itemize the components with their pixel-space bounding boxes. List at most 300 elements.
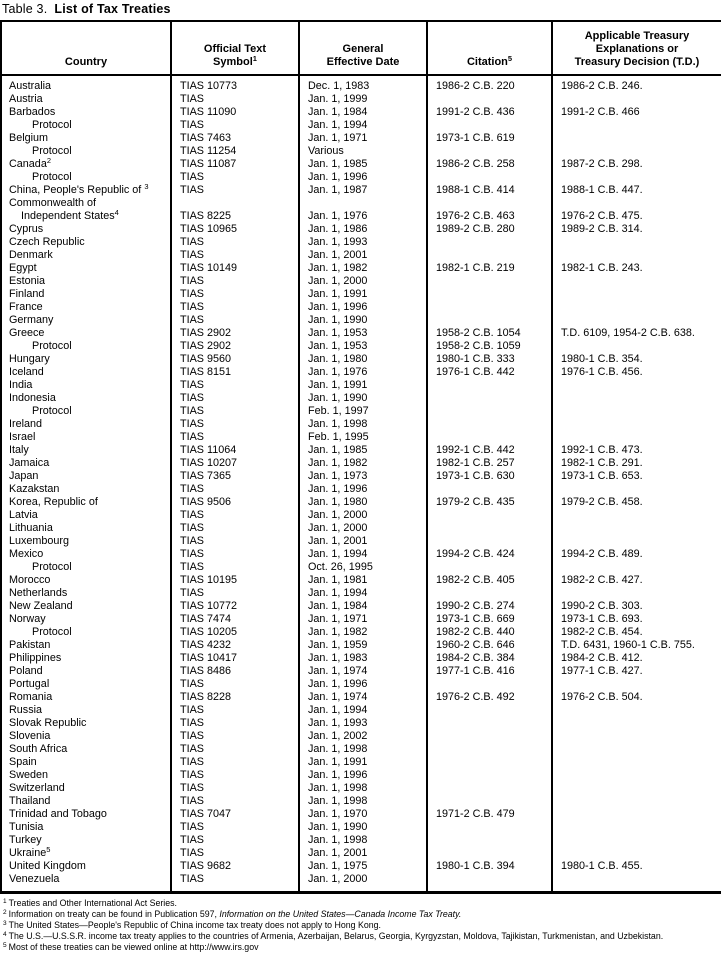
date-cell: Jan. 1, 1983	[299, 652, 427, 665]
table-row	[1, 184, 721, 197]
symbol-cell: TIAS	[171, 392, 299, 405]
footnote-marker: 4	[3, 931, 7, 938]
citation-cell	[427, 171, 552, 184]
page-title: List of Tax Treaties	[54, 2, 171, 16]
citation-cell: 1982-1 C.B. 257	[427, 457, 552, 470]
symbol-cell: TIAS	[171, 249, 299, 262]
footnote-text: Treaties and Other International Act Series.	[8, 898, 177, 908]
symbol-cell: TIAS 4232	[171, 639, 299, 652]
table-row	[1, 600, 721, 613]
citation-cell	[427, 847, 552, 860]
citation-cell: 1982-2 C.B. 440	[427, 626, 552, 639]
date-cell: Oct. 26, 1995	[299, 561, 427, 574]
symbol-cell: TIAS	[171, 847, 299, 860]
table-row	[1, 730, 721, 743]
date-cell: Jan. 1, 1982	[299, 626, 427, 639]
date-cell: Jan. 1, 1998	[299, 834, 427, 847]
citation-cell: 1976-2 C.B. 492	[427, 691, 552, 704]
treasury-cell	[552, 756, 721, 769]
column-header-citation	[427, 21, 552, 75]
date-cell: Jan. 1, 2000	[299, 873, 427, 893]
citation-cell	[427, 769, 552, 782]
treasury-cell	[552, 834, 721, 847]
country-cell: Ireland	[9, 418, 43, 430]
date-cell: Feb. 1, 1995	[299, 431, 427, 444]
treasury-cell: 1979-2 C.B. 458.	[552, 496, 721, 509]
footnote-marker: 5	[3, 942, 7, 949]
treasury-cell	[552, 275, 721, 288]
date-cell: Jan. 1, 1953	[299, 340, 427, 353]
citation-cell	[427, 301, 552, 314]
treasury-cell	[552, 418, 721, 431]
symbol-cell: TIAS	[171, 678, 299, 691]
citation-cell	[427, 275, 552, 288]
date-cell: Jan. 1, 1974	[299, 665, 427, 678]
tax-treaties-table	[0, 20, 721, 894]
table-row	[1, 366, 721, 379]
symbol-cell: TIAS	[171, 535, 299, 548]
date-header-line1: General	[342, 43, 384, 55]
footnote-text: The United States—People's Republic of China income tax treaty does not apply to Hong Kong.	[8, 920, 381, 930]
symbol-header-line1: Official Text	[203, 43, 267, 55]
footnote-marker: 2	[3, 909, 7, 916]
citation-cell: 1980-1 C.B. 333	[427, 353, 552, 366]
table-row	[1, 704, 721, 717]
date-cell: Jan. 1, 2001	[299, 535, 427, 548]
country-cell: Kazakstan	[9, 483, 60, 495]
date-cell: Jan. 1, 2001	[299, 249, 427, 262]
table-row	[1, 743, 721, 756]
treasury-cell	[552, 145, 721, 158]
treasury-cell	[552, 509, 721, 522]
treasury-cell	[552, 535, 721, 548]
date-cell: Jan. 1, 1996	[299, 301, 427, 314]
symbol-cell	[171, 197, 299, 210]
treasury-cell	[552, 431, 721, 444]
country-cell: Protocol	[32, 626, 72, 638]
citation-cell	[427, 704, 552, 717]
symbol-cell: TIAS 10772	[171, 600, 299, 613]
citation-cell	[427, 197, 552, 210]
symbol-cell: TIAS 8225	[171, 210, 299, 223]
treasury-cell	[552, 132, 721, 145]
symbol-cell: TIAS 7365	[171, 470, 299, 483]
date-cell: Jan. 1, 1973	[299, 470, 427, 483]
treasury-cell	[552, 561, 721, 574]
country-cell: Iceland	[9, 366, 44, 378]
symbol-cell: TIAS 8486	[171, 665, 299, 678]
citation-cell: 1958-2 C.B. 1059	[427, 340, 552, 353]
symbol-cell: TIAS	[171, 405, 299, 418]
country-cell: Independent States$^4$	[21, 210, 119, 222]
table-row	[1, 509, 721, 522]
country-cell: Estonia	[9, 275, 46, 287]
symbol-cell: TIAS 10207	[171, 457, 299, 470]
citation-cell: 1984-2 C.B. 384	[427, 652, 552, 665]
citation-cell	[427, 236, 552, 249]
footnote-text: The U.S.—U.S.S.R. income tax treaty applies to the countries of Armenia, Azerbaijan, Belarus, Georgia, Kyrgyzstan, Moldova, Tajikistan, Turkmenistan, and Uzbekistan.	[8, 931, 664, 941]
citation-cell: 1982-1 C.B. 219	[427, 262, 552, 275]
treasury-header-line2: Explanations or	[595, 43, 679, 55]
date-cell: Jan. 1, 1999	[299, 93, 427, 106]
table-row	[1, 535, 721, 548]
symbol-cell: TIAS	[171, 418, 299, 431]
symbol-cell: TIAS	[171, 301, 299, 314]
citation-cell	[427, 418, 552, 431]
table-row	[1, 548, 721, 561]
date-cell: Jan. 1, 2001	[299, 847, 427, 860]
country-cell: Protocol	[32, 145, 72, 157]
column-header-symbol	[171, 21, 299, 75]
symbol-cell: TIAS 9560	[171, 353, 299, 366]
symbol-cell: TIAS	[171, 587, 299, 600]
treasury-cell	[552, 808, 721, 821]
treasury-cell	[552, 405, 721, 418]
treasury-cell	[552, 587, 721, 600]
symbol-cell: TIAS	[171, 548, 299, 561]
symbol-cell: TIAS	[171, 561, 299, 574]
treasury-cell	[552, 301, 721, 314]
treasury-cell: 1976-1 C.B. 456.	[552, 366, 721, 379]
citation-cell: 1976-1 C.B. 442	[427, 366, 552, 379]
country-cell: Korea, Republic of	[9, 496, 98, 508]
country-cell: France	[9, 301, 43, 313]
symbol-cell: TIAS 11087	[171, 158, 299, 171]
country-cell: Protocol	[32, 171, 72, 183]
citation-cell	[427, 717, 552, 730]
date-cell: Jan. 1, 1976	[299, 210, 427, 223]
date-cell: Jan. 1, 1981	[299, 574, 427, 587]
country-cell: China, People's Republic of $^3$	[9, 184, 149, 196]
date-cell: Jan. 1, 1990	[299, 314, 427, 327]
table-row	[1, 587, 721, 600]
date-cell: Jan. 1, 1986	[299, 223, 427, 236]
footnote-4	[3, 931, 717, 942]
symbol-cell: TIAS	[171, 834, 299, 847]
country-cell: Poland	[9, 665, 43, 677]
country-cell: Slovenia	[9, 730, 51, 742]
treasury-cell: 1987-2 C.B. 298.	[552, 158, 721, 171]
treasury-cell: 1973-1 C.B. 653.	[552, 470, 721, 483]
footnote-ref-3: 3	[144, 184, 149, 191]
country-cell: Mexico	[9, 548, 44, 560]
date-cell: Jan. 1, 1980	[299, 353, 427, 366]
date-cell: Jan. 1, 1974	[299, 691, 427, 704]
symbol-cell: TIAS	[171, 782, 299, 795]
date-cell: Jan. 1, 1996	[299, 483, 427, 496]
symbol-cell: TIAS	[171, 873, 299, 893]
country-cell: Czech Republic	[9, 236, 85, 248]
treasury-header-line3: Treasury Decision (T.D.)	[574, 56, 700, 68]
symbol-cell: TIAS 10773	[171, 75, 299, 93]
citation-cell	[427, 392, 552, 405]
header-row	[1, 21, 721, 75]
citation-cell	[427, 509, 552, 522]
date-cell: Jan. 1, 1994	[299, 548, 427, 561]
treasury-cell	[552, 379, 721, 392]
table-row	[1, 457, 721, 470]
symbol-cell: TIAS 2902	[171, 340, 299, 353]
date-cell: Jan. 1, 1991	[299, 379, 427, 392]
symbol-cell: TIAS 7047	[171, 808, 299, 821]
citation-cell	[427, 119, 552, 132]
citation-cell	[427, 743, 552, 756]
symbol-cell: TIAS 10965	[171, 223, 299, 236]
country-cell: Italy	[9, 444, 29, 456]
citation-cell	[427, 145, 552, 158]
country-cell: Denmark	[9, 249, 53, 261]
table-row	[1, 275, 721, 288]
date-cell: Jan. 1, 1991	[299, 756, 427, 769]
table-row	[1, 301, 721, 314]
country-cell: Protocol	[32, 561, 72, 573]
citation-cell	[427, 535, 552, 548]
symbol-cell: TIAS	[171, 821, 299, 834]
footnote-marker: 1	[3, 898, 7, 905]
symbol-cell: TIAS	[171, 704, 299, 717]
symbol-cell: TIAS	[171, 730, 299, 743]
citation-cell	[427, 795, 552, 808]
date-cell: Jan. 1, 1984	[299, 106, 427, 119]
symbol-cell: TIAS	[171, 119, 299, 132]
citation-cell: 1980-1 C.B. 394	[427, 860, 552, 873]
date-cell: Jan. 1, 1976	[299, 366, 427, 379]
symbol-cell: TIAS	[171, 288, 299, 301]
treasury-cell: 1992-1 C.B. 473.	[552, 444, 721, 457]
table-row	[1, 119, 721, 132]
table-row	[1, 691, 721, 704]
country-cell: Romania	[9, 691, 53, 703]
country-cell: Protocol	[32, 405, 72, 417]
treasury-cell	[552, 93, 721, 106]
table-row	[1, 626, 721, 639]
column-header-effective-date	[299, 21, 427, 75]
citation-cell	[427, 314, 552, 327]
table-row	[1, 392, 721, 405]
footnote-ref-4: 4	[114, 210, 119, 217]
country-cell: Australia	[9, 80, 52, 92]
table-row	[1, 574, 721, 587]
citation-cell	[427, 522, 552, 535]
symbol-cell: TIAS 11090	[171, 106, 299, 119]
citation-cell	[427, 483, 552, 496]
symbol-header-line2: Symbol$^1$	[213, 54, 257, 68]
footnote-3	[3, 920, 717, 931]
date-cell: Jan. 1, 1971	[299, 613, 427, 626]
symbol-cell: TIAS 2902	[171, 327, 299, 340]
country-cell: Germany	[9, 314, 54, 326]
treasury-cell	[552, 782, 721, 795]
treasury-cell	[552, 795, 721, 808]
citation-cell: 1986-2 C.B. 220	[427, 75, 552, 93]
symbol-cell: TIAS	[171, 509, 299, 522]
country-cell: Ukraine$^5$	[9, 847, 51, 859]
date-cell: Jan. 1, 1996	[299, 769, 427, 782]
treasury-cell: 1976-2 C.B. 504.	[552, 691, 721, 704]
date-cell: Jan. 1, 1984	[299, 600, 427, 613]
citation-cell	[427, 782, 552, 795]
table-row	[1, 340, 721, 353]
table-header	[1, 21, 721, 75]
country-cell: Switzerland	[9, 782, 65, 794]
table-row	[1, 717, 721, 730]
footnote-ref-5: 5	[507, 54, 513, 63]
date-cell: Jan. 1, 1993	[299, 717, 427, 730]
country-cell: Barbados	[9, 106, 56, 118]
treasury-cell: 1982-1 C.B. 291.	[552, 457, 721, 470]
country-cell: Austria	[9, 93, 43, 105]
citation-cell	[427, 821, 552, 834]
country-cell: Jamaica	[9, 457, 50, 469]
symbol-cell: TIAS	[171, 522, 299, 535]
table-row	[1, 288, 721, 301]
treasury-cell: 1994-2 C.B. 489.	[552, 548, 721, 561]
treasury-cell	[552, 522, 721, 535]
table-row	[1, 75, 721, 93]
publication-title: Information on the United States—Canada Income Tax Treaty.	[219, 909, 462, 919]
citation-header-label: Citation	[466, 56, 508, 68]
country-cell: Japan	[9, 470, 39, 482]
date-cell: Jan. 1, 1975	[299, 860, 427, 873]
symbol-cell: TIAS	[171, 93, 299, 106]
table-row	[1, 327, 721, 340]
footnote-ref-1: 1	[252, 54, 257, 63]
date-cell: Jan. 1, 1994	[299, 704, 427, 717]
treasury-cell	[552, 483, 721, 496]
footnote-2	[3, 909, 717, 920]
table-row	[1, 379, 721, 392]
table-row	[1, 665, 721, 678]
treasury-cell: 1980-1 C.B. 354.	[552, 353, 721, 366]
citation-cell: 1982-2 C.B. 405	[427, 574, 552, 587]
date-cell: Jan. 1, 1953	[299, 327, 427, 340]
table-row	[1, 860, 721, 873]
table-title	[0, 0, 721, 20]
date-cell: Jan. 1, 1991	[299, 288, 427, 301]
date-cell: Jan. 1, 1998	[299, 795, 427, 808]
table-row	[1, 496, 721, 509]
table-row	[1, 353, 721, 366]
country-cell: Netherlands	[9, 587, 68, 599]
symbol-cell: TIAS 10205	[171, 626, 299, 639]
symbol-cell: TIAS 11254	[171, 145, 299, 158]
treasury-cell: 1986-2 C.B. 246.	[552, 75, 721, 93]
table-row	[1, 132, 721, 145]
table-row	[1, 808, 721, 821]
country-cell: Commonwealth of	[9, 197, 97, 209]
country-cell: Belgium	[9, 132, 49, 144]
table-row	[1, 249, 721, 262]
citation-cell	[427, 756, 552, 769]
treasury-cell: 1991-2 C.B. 466	[552, 106, 721, 119]
table-row	[1, 756, 721, 769]
country-cell: Pakistan	[9, 639, 51, 651]
treasury-header-line1: Applicable Treasury	[584, 30, 690, 42]
symbol-cell: TIAS 10195	[171, 574, 299, 587]
symbol-cell: TIAS 8228	[171, 691, 299, 704]
date-cell: Jan. 1, 1980	[299, 496, 427, 509]
symbol-cell: TIAS	[171, 275, 299, 288]
treasury-cell	[552, 119, 721, 132]
country-cell: Cyprus	[9, 223, 44, 235]
symbol-cell: TIAS	[171, 236, 299, 249]
symbol-cell: TIAS 9506	[171, 496, 299, 509]
country-cell: Norway	[9, 613, 46, 625]
table-row	[1, 210, 721, 223]
country-cell: Venezuela	[9, 873, 60, 885]
symbol-cell: TIAS	[171, 756, 299, 769]
treasury-cell: 1977-1 C.B. 427.	[552, 665, 721, 678]
date-cell: Jan. 1, 1993	[299, 236, 427, 249]
table-row	[1, 444, 721, 457]
citation-cell	[427, 431, 552, 444]
citation-cell: 1973-1 C.B. 619	[427, 132, 552, 145]
column-header-country	[1, 21, 171, 75]
citation-cell	[427, 93, 552, 106]
date-cell: Jan. 1, 1985	[299, 158, 427, 171]
date-cell: Feb. 1, 1997	[299, 405, 427, 418]
country-cell: United Kingdom	[9, 860, 86, 872]
table-row	[1, 795, 721, 808]
country-cell: Russia	[9, 704, 43, 716]
table-row	[1, 431, 721, 444]
treasury-cell: 1973-1 C.B. 693.	[552, 613, 721, 626]
table-row	[1, 470, 721, 483]
citation-cell: 1986-2 C.B. 258	[427, 158, 552, 171]
date-cell: Jan. 1, 2000	[299, 275, 427, 288]
country-cell: Canada$^2$	[9, 158, 51, 170]
symbol-cell: TIAS	[171, 171, 299, 184]
country-cell: Egypt	[9, 262, 37, 274]
country-cell: Portugal	[9, 678, 50, 690]
citation-cell: 1990-2 C.B. 274	[427, 600, 552, 613]
date-cell: Jan. 1, 2000	[299, 522, 427, 535]
treasury-cell: 1988-1 C.B. 447.	[552, 184, 721, 197]
treasury-cell	[552, 730, 721, 743]
country-cell: South Africa	[9, 743, 68, 755]
footnote-1	[3, 898, 717, 909]
citation-cell: 1992-1 C.B. 442	[427, 444, 552, 457]
date-cell: Jan. 1, 1998	[299, 743, 427, 756]
date-cell: Jan. 1, 1971	[299, 132, 427, 145]
country-cell: Finland	[9, 288, 45, 300]
footnotes-section	[0, 894, 721, 953]
date-cell: Jan. 1, 2000	[299, 509, 427, 522]
table-number: Table 3.	[2, 2, 48, 16]
country-cell: Greece	[9, 327, 45, 339]
table-row	[1, 314, 721, 327]
treasury-cell	[552, 197, 721, 210]
symbol-cell: TIAS	[171, 431, 299, 444]
symbol-cell: TIAS	[171, 184, 299, 197]
symbol-cell: TIAS 7474	[171, 613, 299, 626]
table-row	[1, 769, 721, 782]
symbol-cell: TIAS	[171, 743, 299, 756]
treasury-cell	[552, 392, 721, 405]
treasury-cell: 1982-2 C.B. 454.	[552, 626, 721, 639]
symbol-cell: TIAS	[171, 483, 299, 496]
table-row	[1, 834, 721, 847]
date-cell	[299, 197, 427, 210]
country-cell: Thailand	[9, 795, 51, 807]
citation-cell	[427, 730, 552, 743]
citation-cell: 1958-2 C.B. 1054	[427, 327, 552, 340]
date-cell: Jan. 1, 2002	[299, 730, 427, 743]
treasury-cell: T.D. 6109, 1954-2 C.B. 638.	[552, 327, 721, 340]
symbol-cell: TIAS	[171, 314, 299, 327]
footnote-marker: 3	[3, 920, 7, 927]
symbol-cell: TIAS 8151	[171, 366, 299, 379]
